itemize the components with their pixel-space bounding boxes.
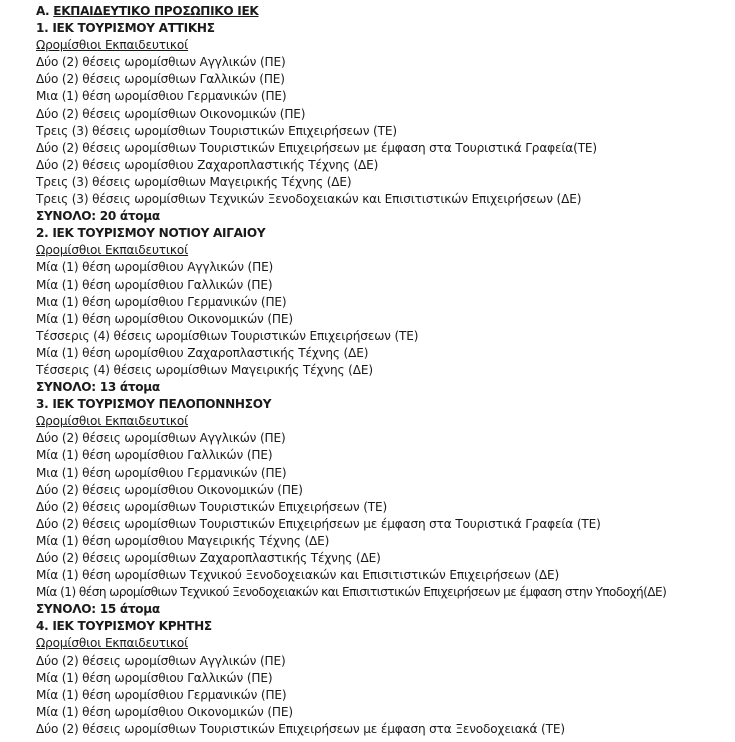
section-kriti [36,618,731,738]
list-item: Δύο (2) θέσεις ωρομίσθιου Ζαχαροπλαστικής Τέχνης (ΔΕ) [36,157,379,172]
list-item: Δύο (2) θέσεις ωρομίσθιων Αγγλικών (ΠΕ) [36,431,286,446]
list-item: Τρεις (3) θέσεις ωρομίσθιων Τουριστικών Επιχειρήσεων (ΤΕ) [36,123,397,138]
list-item: Μια (1) θέση ωρομίσθιου Γερμανικών (ΠΕ) [36,294,287,309]
list-item: Μία (1) θέση ωρομίσθιων Τεχνικού Ξενοδοχειακών και Επισιτιστικών Επιχειρήσεων (ΔΕ) [36,568,560,583]
section-notio-aigaio [36,225,731,396]
section-subheading: Ωρομίσθιοι Εκπαιδευτικοί [36,243,189,258]
list-item: Δύο (2) θέσεις ωρομίσθιων Αγγλικών (ΠΕ) [36,55,286,70]
document [36,3,731,738]
list-item: Μία (1) θέση ωρομίσθιου Μαγειρικής Τέχνης (ΔΕ) [36,533,330,548]
list-item: Μία (1) θέση ωρομίσθιων Τεχνικού Ξενοδοχειακών και Επισιτιστικών Επιχειρήσεων με έμφαση στην Υποδοχή(ΔΕ) [36,585,667,600]
section-heading: 3. ΙΕΚ ΤΟΥΡΙΣΜΟΥ ΠΕΛΟΠΟΝΝΗΣΟΥ [36,397,272,412]
section-heading: 2. ΙΕΚ ΤΟΥΡΙΣΜΟΥ ΝΟΤΙΟΥ ΑΙΓΑΙΟΥ [36,226,266,241]
section-subheading: Ωρομίσθιοι Εκπαιδευτικοί [36,414,189,429]
list-item: Μια (1) θέση ωρομίσθιου Γερμανικών (ΠΕ) [36,89,287,104]
section-attiki [36,20,731,225]
document-header [36,3,731,20]
section-total: ΣΥΝΟΛΟ: 13 άτομα [36,380,160,395]
list-item: Δύο (2) θέσεις ωρομίσθιων Τουριστικών Επιχειρήσεων με έμφαση στα Τουριστικά Γραφεία (ΤΕ) [36,516,601,531]
list-item: Μία (1) θέση ωρομίσθιου Γαλλικών (ΠΕ) [36,670,273,685]
list-item: Δύο (2) θέσεις ωρομίσθιων Οικονομικών (ΠΕ) [36,106,306,121]
section-total: ΣΥΝΟΛΟ: 15 άτομα [36,602,160,617]
header-title: ΕΚΠΑΙΔΕΥΤΙΚΟ ΠΡΟΣΩΠΙΚΟ ΙΕΚ [53,4,259,18]
list-item: Δύο (2) θέσεις ωρομίσθιων Αγγλικών (ΠΕ) [36,653,286,668]
list-item: Δύο (2) θέσεις ωρομίσθιων Τουριστικών Επιχειρήσεων με έμφαση στα Τουριστικά Γραφεία(ΤΕ) [36,140,597,155]
list-item: Μία (1) θέση ωρομίσθιου Γερμανικών (ΠΕ) [36,687,287,702]
list-item: Τέσσερις (4) θέσεις ωρομίσθιων Τουριστικών Επιχειρήσεων (ΤΕ) [36,328,419,343]
list-item: Δύο (2) θέσεις ωρομίσθιων Γαλλικών (ΠΕ) [36,72,285,87]
list-item: Μια (1) θέση ωρομίσθιου Γερμανικών (ΠΕ) [36,465,287,480]
list-item: Δύο (2) θέσεις ωρομίσθιων Τουριστικών Επιχειρήσεων (ΤΕ) [36,499,388,514]
header-prefix: Α. [36,4,54,18]
list-item: Μία (1) θέση ωρομίσθιου Αγγλικών (ΠΕ) [36,260,274,275]
section-total: ΣΥΝΟΛΟ: 20 άτομα [36,209,160,224]
list-item: Μία (1) θέση ωρομίσθιου Οικονομικών (ΠΕ) [36,311,293,326]
list-item: Δύο (2) θέσεις ωρομίσθιου Οικονομικών (ΠΕ) [36,482,303,497]
list-item: Μία (1) θέση ωρομίσθιου Γαλλικών (ΠΕ) [36,448,273,463]
list-item: Μία (1) θέση ωρομίσθιου Οικονομικών (ΠΕ) [36,704,293,719]
list-item: Δύο (2) θέσεις ωρομίσθιων Τουριστικών Επιχειρήσεων με έμφαση στα Ξενοδοχειακά (ΤΕ) [36,721,565,736]
list-item: Τρεις (3) θέσεις ωρομίσθιων Μαγειρικής Τέχνης (ΔΕ) [36,174,352,189]
section-peloponnisos [36,396,731,618]
section-heading: 4. ΙΕΚ ΤΟΥΡΙΣΜΟΥ ΚΡΗΤΗΣ [36,619,212,634]
list-item: Τρεις (3) θέσεις ωρομίσθιων Τεχνικών Ξενοδοχειακών και Επισιτιστικών Επιχειρήσεων (ΔΕ) [36,192,582,207]
section-subheading: Ωρομίσθιοι Εκπαιδευτικοί [36,636,189,651]
section-subheading: Ωρομίσθιοι Εκπαιδευτικοί [36,38,189,53]
list-item: Μία (1) θέση ωρομίσθιου Ζαχαροπλαστικής Τέχνης (ΔΕ) [36,345,369,360]
list-item: Δύο (2) θέσεις ωρομίσθιων Ζαχαροπλαστικής Τέχνης (ΔΕ) [36,551,381,565]
list-item: Τέσσερις (4) θέσεις ωρομίσθιων Μαγειρικής Τέχνης (ΔΕ) [36,362,373,377]
list-item: Μία (1) θέση ωρομίσθιου Γαλλικών (ΠΕ) [36,277,273,292]
section-heading: 1. ΙΕΚ ΤΟΥΡΙΣΜΟΥ ΑΤΤΙΚΗΣ [36,21,215,36]
